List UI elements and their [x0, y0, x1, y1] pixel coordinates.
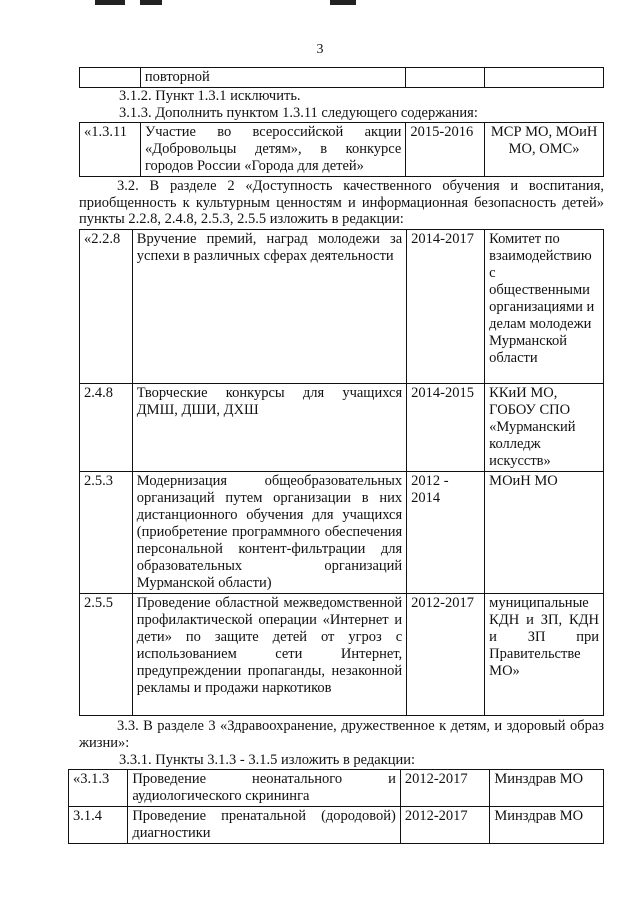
paragraph-3-3: 3.3. В разделе 3 «Здравоохранение, дружественное к детям, и здоровый образ жизни»: — [79, 718, 604, 751]
cell-exec — [485, 68, 604, 88]
cell-years: 2012-2017 — [400, 770, 490, 807]
cell-years: 2012-2017 — [400, 807, 490, 844]
cell-exec: Минздрав МО — [490, 770, 604, 807]
cell-code: «3.1.3 — [69, 770, 128, 807]
cell-years: 2015-2016 — [406, 123, 485, 177]
cell-text: Проведение пренатальной (дородовой) диагностики — [128, 807, 401, 844]
cell-years: 2014-2017 — [407, 230, 485, 384]
table-row — [80, 472, 604, 594]
cell-text: Проведение неонатального и аудиологического скрининга — [128, 770, 401, 807]
cell-years: 2012-2017 — [407, 594, 485, 716]
cell-code: «2.2.8 — [80, 230, 133, 384]
cell-code: 2.4.8 — [80, 384, 133, 472]
cell-text: Вручение премий, наград молодежи за успехи в различных сферах деятельности — [132, 230, 406, 384]
table-row — [80, 384, 604, 472]
cell-exec: МОиН МО — [485, 472, 604, 594]
table-row — [69, 770, 604, 807]
table-row — [80, 123, 604, 177]
cell-exec: МСР МО, МОиН МО, ОМС» — [485, 123, 604, 177]
table-1-3-11 — [79, 122, 604, 177]
table-fragment-top — [79, 67, 604, 88]
scan-top-marks — [0, 0, 640, 8]
cell-text: повторной — [140, 68, 406, 88]
table-section-2 — [79, 229, 604, 716]
table-row — [80, 230, 604, 384]
cell-code: 3.1.4 — [69, 807, 128, 844]
cell-exec: Минздрав МО — [490, 807, 604, 844]
table-row — [80, 594, 604, 716]
cell-code: «1.3.11 — [80, 123, 141, 177]
cell-years: 2014-2015 — [407, 384, 485, 472]
cell-code — [80, 68, 141, 88]
table-row — [69, 807, 604, 844]
cell-code: 2.5.5 — [80, 594, 133, 716]
cell-exec: Комитет по взаимодействию с общественными организациями и делам молодежи Мурманской области — [485, 230, 604, 384]
table-section-3 — [68, 769, 604, 844]
cell-exec: ККиИ МО, ГОБОУ СПО «Мурманский колледж искусств» — [485, 384, 604, 472]
cell-text: Творческие конкурсы для учащихся ДМШ, ДШИ, ДХШ — [132, 384, 406, 472]
cell-text: Участие во всероссийской акции «Добровольцы детям», в конкурсе городов России «Города для детей» — [140, 123, 405, 177]
paragraph-3-3-1: 3.3.1. Пункты 3.1.3 - 3.1.5 изложить в редакции: — [119, 752, 416, 768]
cell-years: 2012 - 2014 — [407, 472, 485, 594]
cell-exec: муниципальные КДН и ЗП, КДН и ЗП при Правительстве МО» — [485, 594, 604, 716]
cell-years — [406, 68, 485, 88]
cell-text: Проведение областной межведомственной профилактической операции «Интернет и дети» по защите детей от угроз с использованием сети Интернет, предупреждении пропаганды, незаконной рекламы и продажи наркотиков — [132, 594, 406, 716]
paragraph-3-1-3: 3.1.3. Дополнить пунктом 1.3.11 следующего содержания: — [119, 105, 478, 121]
page-number: 3 — [316, 42, 324, 57]
cell-code: 2.5.3 — [80, 472, 133, 594]
paragraph-3-2: 3.2. В разделе 2 «Доступность качественного обучения и воспитания, приобщенность к культурным ценностям и информационная безопасность детей» пункты 2.2.8, 2.4.8, 2.5.3, 2.5.5 изложить в редакции: — [79, 178, 604, 227]
paragraph-3-1-2: 3.1.2. Пункт 1.3.1 исключить. — [119, 88, 301, 104]
cell-text: Модернизация общеобразовательных организаций путем организации в них дистанционного обучения для учащихся (приобретение программного обеспечения персональной контент-фильтрации для образовательных организаций Мурманской области) — [132, 472, 406, 594]
